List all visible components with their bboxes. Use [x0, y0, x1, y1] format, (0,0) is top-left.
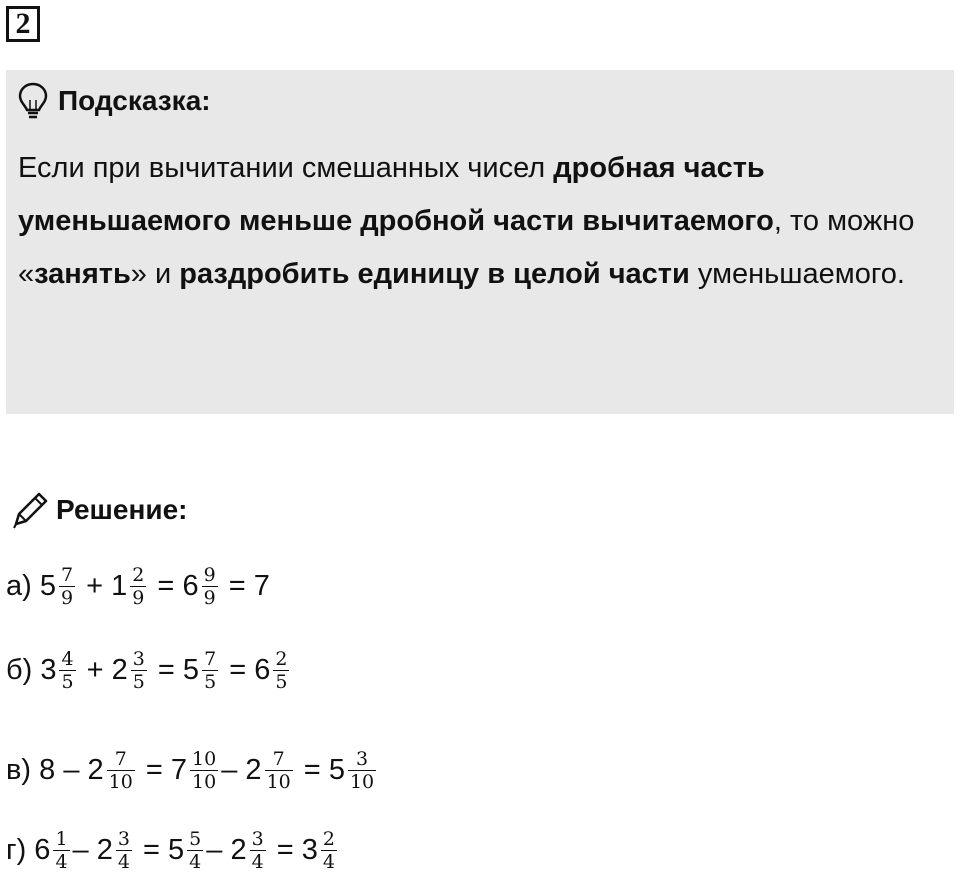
- denominator: 10: [192, 770, 217, 793]
- operator: –: [206, 833, 231, 866]
- operator: –: [72, 833, 97, 866]
- numerator: 7: [60, 563, 74, 586]
- whole-number: 7: [170, 753, 188, 786]
- denominator: 5: [132, 670, 145, 693]
- fraction: [53, 828, 69, 873]
- fraction: [202, 648, 218, 693]
- operator: =: [268, 833, 302, 866]
- operator: =: [149, 569, 183, 602]
- numerator: 7: [272, 747, 285, 770]
- numerator: 4: [61, 647, 74, 670]
- hint-title: Подсказка:: [58, 85, 211, 116]
- fraction: [130, 564, 146, 609]
- solution-title: Решение:: [56, 494, 188, 525]
- pencil-icon: [10, 490, 50, 530]
- whole-number: 6: [254, 653, 271, 686]
- whole-number: 8: [39, 753, 56, 786]
- denominator: 9: [60, 586, 74, 609]
- denominator: 10: [349, 770, 375, 793]
- whole-number: 5: [39, 569, 56, 602]
- whole-number: 3: [40, 653, 57, 686]
- whole-number: 6: [34, 833, 51, 866]
- numerator: 9: [203, 563, 216, 586]
- fraction: [131, 648, 147, 693]
- solution-row: [6, 820, 340, 880]
- whole-number: 2: [230, 833, 247, 866]
- lightbulb-icon: [18, 82, 48, 120]
- row-label: г): [6, 833, 35, 866]
- numerator: 1: [55, 827, 68, 850]
- fraction: [107, 748, 135, 793]
- hint-text-segment: Если при вычитании смешанных чисел: [18, 152, 554, 184]
- hint-text-segment: уменьшаемого.: [689, 258, 905, 290]
- hint-header: [18, 82, 211, 120]
- task-number: 2: [6, 6, 40, 42]
- solution-header: [10, 490, 187, 530]
- numerator: 10: [192, 747, 217, 770]
- whole-number: 2: [87, 753, 104, 786]
- whole-number: 1: [111, 569, 128, 602]
- whole-number: 5: [328, 753, 345, 786]
- fraction: [265, 748, 293, 793]
- whole-number: 2: [111, 653, 128, 686]
- operator: –: [221, 753, 246, 786]
- hint-text: [18, 142, 938, 301]
- fraction: [202, 564, 218, 609]
- denominator: 4: [251, 850, 264, 873]
- fraction: [59, 564, 75, 609]
- row-label: а): [6, 569, 40, 602]
- fraction: [321, 828, 337, 873]
- whole-number: 2: [96, 833, 113, 866]
- whole-number: 6: [182, 569, 199, 602]
- numerator: 3: [117, 827, 130, 850]
- solution-row: [6, 556, 270, 616]
- solution-row: [6, 640, 292, 700]
- denominator: 5: [204, 670, 217, 693]
- hint-emphasis: занять: [34, 258, 131, 290]
- numerator: 7: [204, 647, 217, 670]
- operator: =: [220, 569, 254, 602]
- operator: =: [221, 653, 255, 686]
- whole-number: 2: [245, 753, 262, 786]
- fraction: [250, 828, 266, 873]
- hint-emphasis: раздробить единицу в целой части: [179, 258, 690, 290]
- fraction: [187, 828, 203, 873]
- fraction: [190, 748, 218, 793]
- whole-number: 5: [168, 833, 185, 866]
- denominator: 9: [132, 586, 145, 609]
- operator: =: [295, 753, 329, 786]
- denominator: 10: [108, 770, 133, 793]
- fraction: [273, 648, 289, 693]
- whole-number: 3: [301, 833, 318, 866]
- denominator: 4: [322, 850, 335, 873]
- fraction: [59, 648, 75, 693]
- operator: =: [149, 653, 183, 686]
- numerator: 2: [275, 647, 288, 670]
- numerator: 3: [251, 827, 264, 850]
- hint-text-segment: , то можно «: [18, 205, 915, 290]
- numerator: 3: [356, 747, 369, 770]
- fraction: [348, 748, 376, 793]
- hint-text-segment: » и: [130, 258, 180, 290]
- hint-emphasis: дробная часть уменьшаемого меньше дробной части вычитаемого: [18, 152, 774, 237]
- denominator: 4: [189, 850, 202, 873]
- whole-number: 5: [182, 653, 200, 686]
- numerator: 2: [322, 827, 335, 850]
- denominator: 4: [55, 850, 68, 873]
- denominator: 10: [266, 770, 291, 793]
- operator: +: [78, 653, 112, 686]
- solution-row: [6, 740, 379, 800]
- numerator: 5: [189, 827, 202, 850]
- operator: +: [78, 569, 112, 602]
- row-label: б): [6, 653, 41, 686]
- numerator: 3: [132, 647, 145, 670]
- operator: =: [134, 833, 169, 866]
- denominator: 4: [117, 850, 130, 873]
- denominator: 5: [275, 670, 288, 693]
- numerator: 2: [132, 563, 145, 586]
- whole-number: 7: [253, 569, 270, 602]
- hint-box: [6, 70, 954, 414]
- numerator: 7: [114, 747, 127, 770]
- denominator: 9: [203, 586, 216, 609]
- denominator: 5: [61, 670, 74, 693]
- fraction: [116, 828, 132, 873]
- row-label: в): [6, 753, 40, 786]
- operator: =: [137, 753, 171, 786]
- operator: –: [55, 753, 88, 786]
